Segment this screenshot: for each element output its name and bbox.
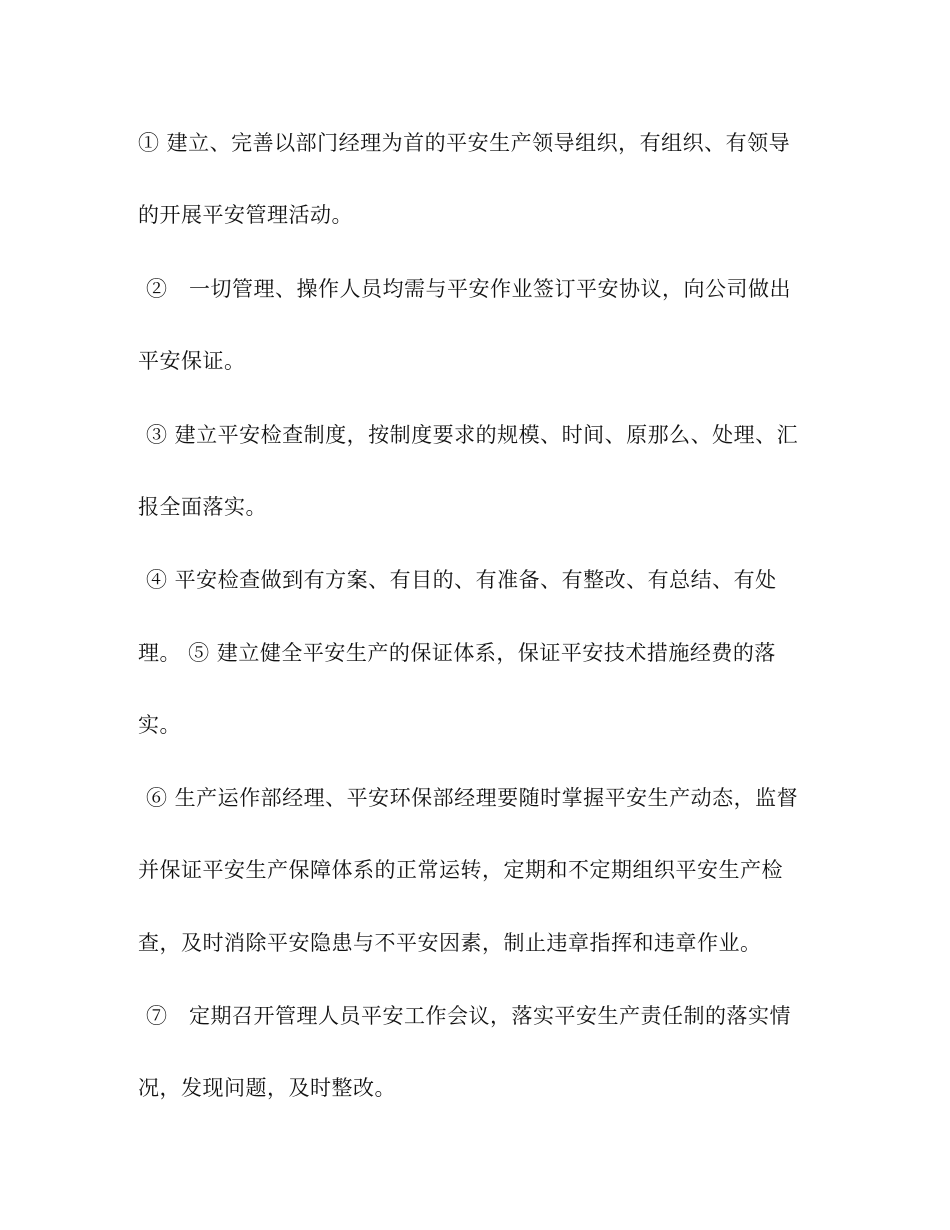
text-line-3: ② 一切管理、操作人员均需与平安作业签订平安协议，向公司做出: [146, 277, 791, 301]
text-line-5: ③ 建立平安检查制度，按制度要求的规模、时间、原那么、处理、汇: [146, 423, 799, 447]
text-line-10: ⑥ 生产运作部经理、平安环保部经理要随时掌握平安生产动态，监督: [146, 786, 799, 810]
text-line-7: ④ 平安检查做到有方案、有目的、有准备、有整改、有总结、有处: [146, 568, 777, 592]
text-line-9: 实。: [138, 713, 181, 737]
text-line-1: ① 建立、完善以部门经理为首的平安生产领导组织，有组织、有领导: [138, 131, 791, 155]
text-line-11: 并保证平安生产保障体系的正常运转，定期和不定期组织平安生产检: [138, 858, 783, 882]
text-line-6: 报全面落实。: [138, 495, 267, 519]
text-line-8: 理。 ⑤ 建立健全平安生产的保证体系，保证平安技术措施经费的落: [138, 641, 776, 665]
text-line-2: 的开展平安管理活动。: [138, 203, 353, 227]
text-line-13: ⑦ 定期召开管理人员平安工作会议，落实平安生产责任制的落实情: [146, 1004, 791, 1028]
text-line-14: 况，发现问题，及时整改。: [138, 1076, 396, 1100]
text-line-12: 查，及时消除平安隐患与不平安因素，制止违章指挥和违章作业。: [138, 931, 762, 955]
text-line-4: 平安保证。: [138, 349, 246, 373]
